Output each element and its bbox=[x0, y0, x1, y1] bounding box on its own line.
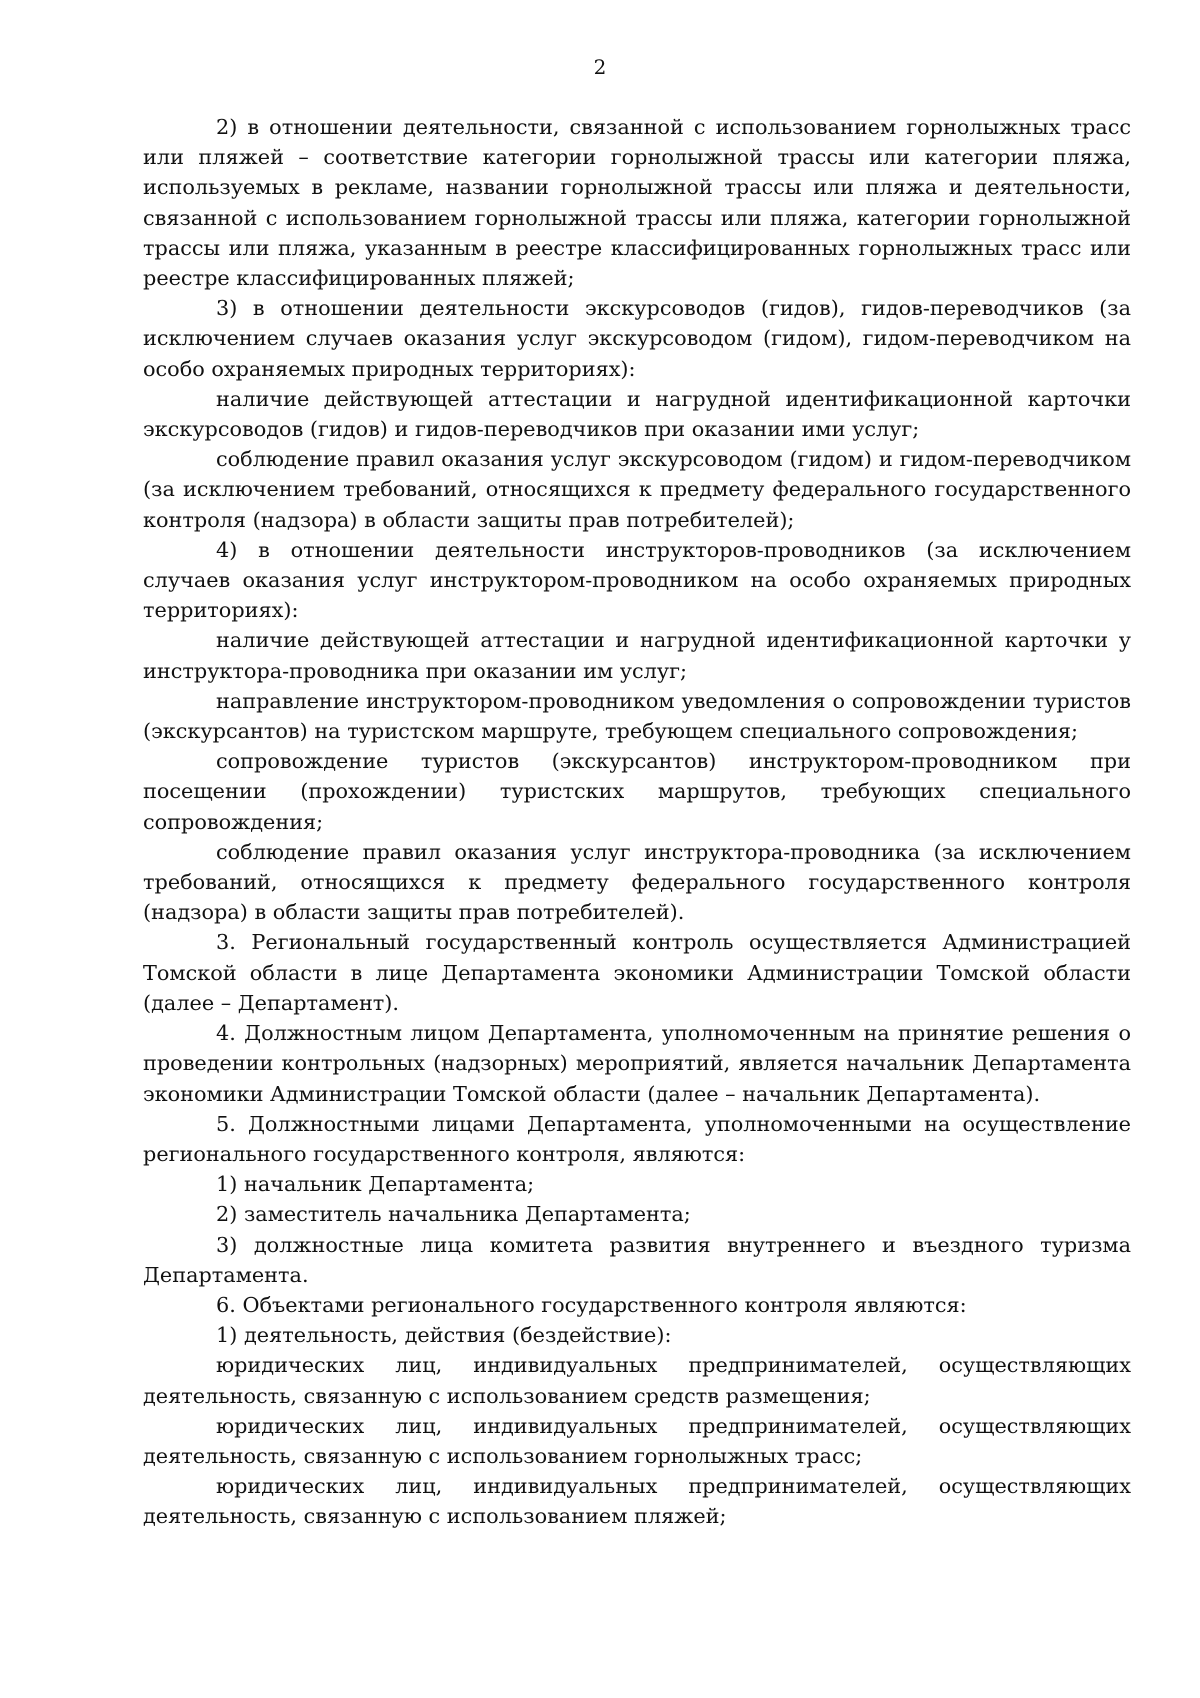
document-body bbox=[143, 112, 1131, 1532]
paragraph: сопровождение туристов (экскурсантов) инструктором-проводником при посещении (прохождении) туристских маршрутов, требующих специального сопровождения; bbox=[143, 749, 1131, 834]
paragraph: 3. Региональный государственный контроль осуществляется Администрацией Томской области в лице Департамента экономики Администрации Томской области (далее – Департамент). bbox=[143, 930, 1131, 1015]
paragraph: соблюдение правил оказания услуг экскурсоводом (гидом) и гидом-переводчиком (за исключением требований, относящихся к предмету федерального государственного контроля (надзора) в области защиты прав потребителей); bbox=[143, 447, 1131, 532]
paragraph: соблюдение правил оказания услуг инструктора-проводника (за исключением требований, относящихся к предмету федерального государственного контроля (надзора) в области защиты прав потребителей). bbox=[143, 839, 1131, 925]
paragraph: 3) должностные лица комитета развития внутреннего и въездного туризма Департамента. bbox=[143, 1232, 1131, 1287]
paragraph: 2) заместитель начальника Департамента; bbox=[216, 1202, 691, 1227]
paragraph: наличие действующей аттестации и нагрудной идентификационной карточки экскурсоводов (гидов) и гидов-переводчиков при оказании ими услуг; bbox=[143, 386, 1131, 442]
paragraph: направление инструктором-проводником уведомления о сопровождении туристов (экскурсантов) на туристском маршруте, требующем специального сопровождения; bbox=[143, 688, 1131, 744]
paragraph: 3) в отношении деятельности экскурсоводов (гидов), гидов-переводчиков (за исключением случаев оказания услуг экскурсоводом (гидом), гидом-переводчиком на особо охраняемых природных территориях): bbox=[143, 296, 1131, 381]
paragraph: 5. Должностными лицами Департамента, уполномоченными на осуществление регионального государственного контроля, являются: bbox=[143, 1111, 1131, 1166]
page-number: 2 bbox=[593, 55, 607, 79]
paragraph: юридических лиц, индивидуальных предпринимателей, осуществляющих деятельность, связанную с использованием средств размещения; bbox=[143, 1353, 1131, 1408]
paragraph: 1) деятельность, действия (бездействие): bbox=[216, 1323, 672, 1348]
paragraph: юридических лиц, индивидуальных предпринимателей, осуществляющих деятельность, связанную с использованием пляжей; bbox=[143, 1474, 1131, 1529]
paragraph: наличие действующей аттестации и нагрудной идентификационной карточки у инструктора-проводника при оказании им услуг; bbox=[143, 628, 1131, 683]
paragraph: 4. Должностным лицом Департамента, уполномоченным на принятие решения о проведении контрольных (надзорных) мероприятий, является начальник Департамента экономики Администрации Томской области (далее – начальник Департамента). bbox=[143, 1021, 1131, 1106]
paragraph: юридических лиц, индивидуальных предпринимателей, осуществляющих деятельность, связанную с использованием горнолыжных трасс; bbox=[143, 1413, 1131, 1468]
paragraph: 1) начальник Департамента; bbox=[216, 1172, 535, 1197]
paragraph: 2) в отношении деятельности, связанной с использованием горнолыжных трасс или пляжей – соответствие категории горнолыжной трассы или категории пляжа, используемых в рекламе, названии горнолыжной трассы или пляжа и деятельности, связанной с использованием горнолыжной трассы или пляжа, категории горнолыжной трассы или пляжа, указанным в реестре классифицированных горнолыжных трасс или реестре классифицированных пляжей; bbox=[143, 115, 1131, 291]
paragraph: 4) в отношении деятельности инструкторов-проводников (за исключением случаев оказания услуг инструктором-проводником на особо охраняемых природных территориях): bbox=[143, 537, 1131, 623]
paragraph: 6. Объектами регионального государственного контроля являются: bbox=[216, 1292, 967, 1317]
